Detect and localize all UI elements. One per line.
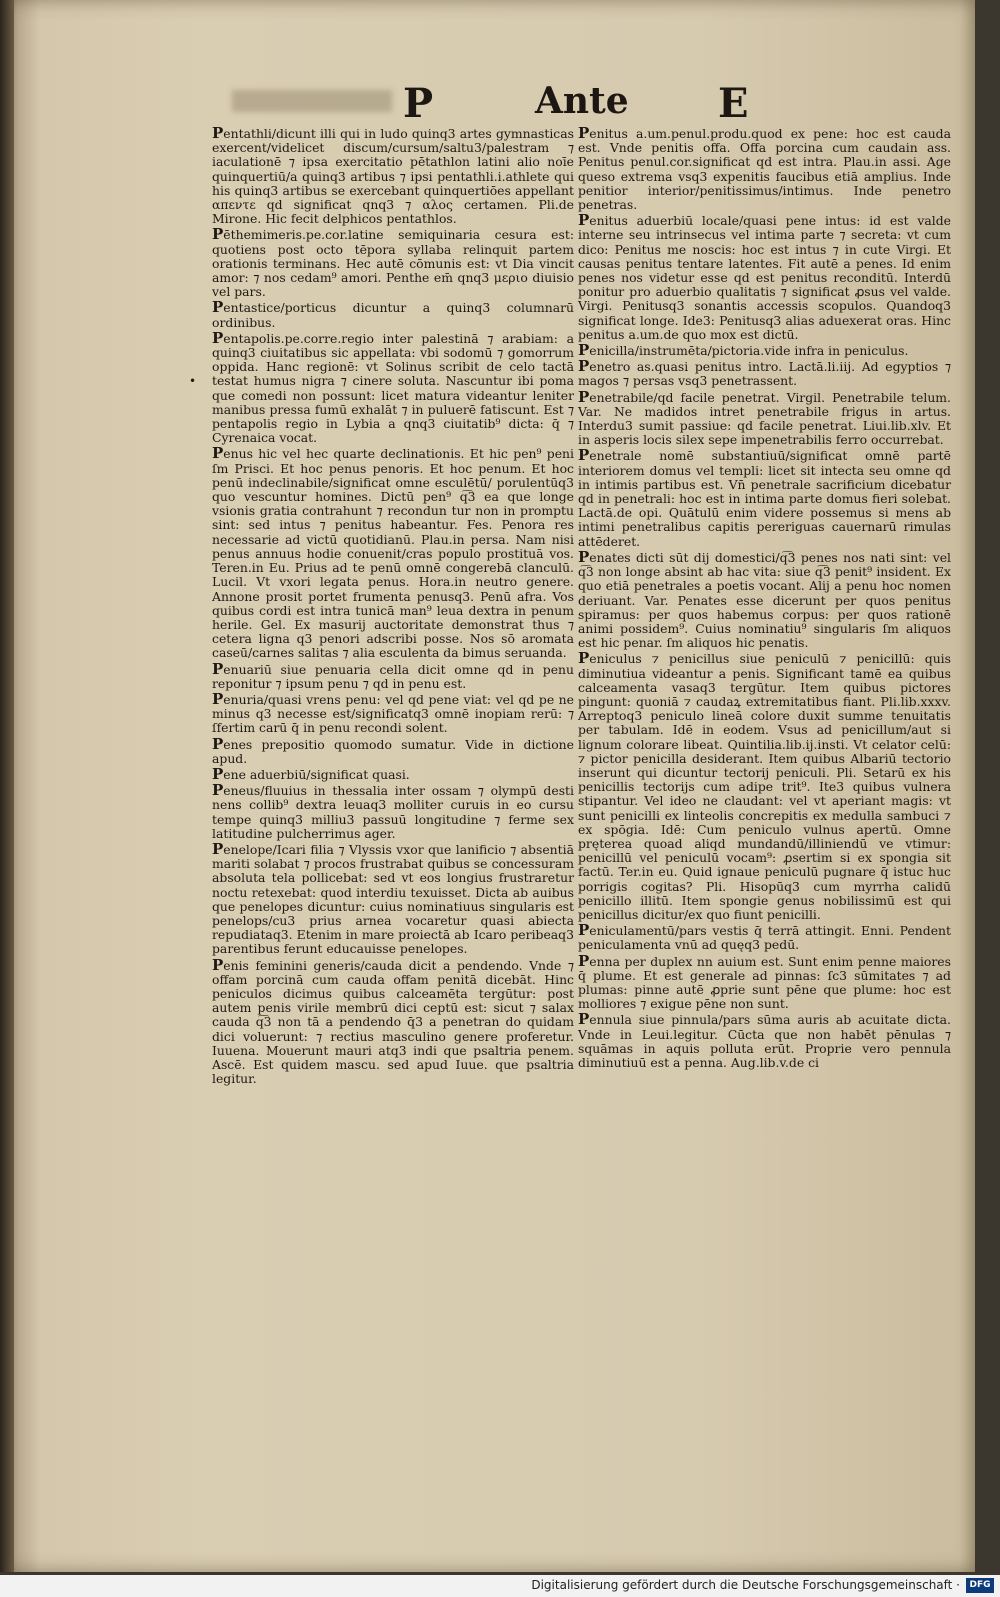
header-mid-word: Ante [535,80,629,122]
dictionary-entry: Pēthemimeris.pe.cor.latine semiquinaria cesura est: quotiens post octo tēpora syllaba relinquit partem orationis terminans. Hec autē cōmunis est: vt Dia vincit amor: ⁊ nos cedam⁹ amori. Penthe em̄ qnq3 μεριο diuisio vel pars. [212,225,574,300]
faded-header-text [232,90,392,112]
dictionary-entry: Penelope/Icari filia ⁊ Vlyssis vxor que lanificio ⁊ absentiā mariti solabat ⁊ procos frustrabat quibus se concessuram absoluta tela pollicebat: sed vt eos longius frustraretur noctu retexebat: quod interdiu texuisset. Dicta ab auibus que penelopes dicuntur: cuius nominatiuus singularis est penelops/cu3 prius arnea vocaretur quasi abiecta repudiataq3. Etenim in mare proiectā ab Icaro peribeaq3 parentibus ferunt educauisse penelopes. [212,839,574,957]
dfg-logo-icon: DFG [966,1578,994,1593]
left-column [212,126,574,1087]
book-spine [0,0,14,1572]
dictionary-entry: Pentastice/porticus dicuntur a quinq3 columnarū ordinibus. [212,298,574,330]
dictionary-entry: Penetrabile/qd facile penetrat. Virgil. Penetrabile telum. Var. Ne madidos intret penetrabile frigus in artus. Interdu3 sumit passiue: qd facile penetrat. Liui.lib.xlv. Et in asperis locis silex sepe impenetrabilis ferro occurrebat. [578,387,951,448]
dictionary-entry: Penitus aduerbiū locale/quasi pene intus: id est valde interne seu intrinsecus vel intima parte ⁊ secreta: vt cum dico: Penitus me noscis: hoc est intus ⁊ in cute Virgi. Et causas penitus tentare latentes. Fit autē a penes. Id enim penes nos videtur esse qd est penitus reconditū. Interdū ponitur pro aduerbio qualitatis ⁊ significat ꝓsus vel valde. Virgi. Penitusq3 sonantis accessis scopulos. Quandoq3 significat longe. Ide3: Penitusq3 alias aduexerat oras. Hinc penitus a.um.de quo mox est dictū. [578,211,951,342]
digitization-footer [0,1575,1000,1597]
dictionary-entry: Penates dicti sūt dij domestici/q͡3 penes nos nati sint: vel q͡3 non longe absint ab hac vita: siue q͡3 penit⁹ insident. Ex quo etiā penetrales a poetis vocant. Alij a penu hoc nomen deriuant. Var. Penates esse dicerunt per quos penitus spiramus: per quos habemus corpus: per quos rationē animi possidem⁹. Cuius nominatiu⁹ singularis ſm aliquos est hic penar. ſm aliquos hic penatis. [578,547,951,651]
dictionary-entry: Penuria/quasi vrens penu: vel qd pene viat: vel qd pe ne minus q3 necesse est/significatq3 omnē inopiam rerū: ⁊ ſfertim carū q̄ in penu recondi solent. [212,689,574,736]
dictionary-entry: Penetrale nomē substantiuū/significat omnē partē interiorem domus vel templi: licet sit intecta seu omne qd in intimis partibus est. Vn̄ penetrale sacrificium dicebatur qd in penetrali: hoc est in intima parte domus fieri solebat. Lactā.de opi. Quātulū enim videre possemus si mens ab intimi penetralibus capitis pereriguas cauernarū rimulas attēderet. [578,446,951,549]
dictionary-entry: Pentapolis.pe.corre.regio inter palestinā ⁊ arabiam: a quinq3 ciuitatibus sic appellata: vbi sodomū ⁊ gomorrum oppida. Hanc regionē: vt Solinus scribit de celo tactā testat humus nigra ⁊ cinere soluta. Nascuntur ibi poma que comedi non possunt: licet matura videantur leniter manibus pressa fumū exhalāt ⁊ in puluerē fatiscunt. Est ⁊ pentapolis regio in Lybia a qnq3 ciuitatib⁹ dicta: q̄ ⁊ Cyrenaica vocat. [212,328,574,446]
dictionary-entry: Pennula siue pinnula/pars sūma auris ab acuitate dicta. Vnde in Leui.legitur. Cūcta que non habēt pēnulas ⁊ squāmas in aquis polluta erūt. Proprie vero pennula diminutiuū est a penna. Aug.lib.v.de ci [578,1010,951,1070]
dictionary-entry: Peneus/fluuius in thessalia inter ossam ⁊ olympū desti nens collib⁹ dextra leuaq3 molliter curuis in eo cursu tempe quinq3 milliu3 passuū longitudine ⁊ ferme sex latitudine pulcherrimus ager. [212,781,574,841]
dictionary-entry: Peniculamentū/pars vestis q̄ terrā attingit. Enni. Pendent peniculamenta vnū ad quęq3 pedū. [578,921,951,953]
right-column [578,126,951,1071]
dictionary-entry: Penicilla/instrumēta/pictoria.vide infra in peniculus. [578,341,909,360]
dictionary-entry: Penes prepositio quomodo sumatur. Vide in dictione apud. [212,734,574,766]
dictionary-entry: Penuariū siue penuaria cella dicit omne qd in penu reponitur ⁊ ipsum penu ⁊ qd in penu est. [212,659,574,691]
dictionary-entry: Penetro as.quasi penitus intro. Lactā.li.iij. Ad egyptios ⁊ magos ⁊ persas vsq3 penetrassent. [578,357,951,389]
dictionary-entry: Peniculus ⁊ penicillus siue peniculū ⁊ penicillū: quis diminutiua videantur a penis. Significant tamē ea quibus calceamenta vasaq3 tergūtur. Item quibus pictores pingunt: quoniā ⁊ caudaꝝ extremitatibus fiant. Pli.lib.xxxv. Arreptoq3 peniculo lineā colore duxit summe tenuitatis per tabulam. Idē in eodem. Vsus ad penicillum/aut si lignum colorare libeat. Quintilia.lib.ij.insti. Vt celator celū: ⁊ pictor penicilla desiderant. Item quibus Albariū tectorio inserunt qui dicuntur tectorij peniculi. Pli. Setarū ex his penicillis tectorijs cum adipe trit⁹. Ite3 quibus vulnera stipantur. Vel ideo ne claudant: vel vt aperiant magis: vt sunt penicilli ex linteolis concrepitis ex medulla sambuci ⁊ ex spōgia. Idē: Cum peniculo vulnus apertū. Omne pręterea quoad aliqd mundandū/illiniendū ve vtimur: penicillū vel peniculū vocam⁹: ꝓsertim si ex spongia sit factū. Ter.in eu. Quid ignaue peniculū pugnare q̄ istuc huc porrigis cogitas? Pli. Hisopūq3 cum myrrha calidū penicillo illitū. Item spongie genus nobilissimū est qui penicillus dicitur/ex quo fiunt penicilli. [578,649,951,922]
dictionary-entry: Penus hic vel hec quarte declinationis. Et hic pen⁹ peni ſm Prisci. Et hoc penus penoris. Et hoc penum. Et hoc penū indeclinabile/significat omne esculētū/ porulentūq3 quo vescuntur homines. Dictū pen⁹ q͡3 ea que longe vsionis gratia contrahunt ⁊ recondun tur non in promptu sint: sed intus ⁊ penitus habeantur. Fes. Penora res necessarie ad victū quotidianū. Plau.in persa. Nam nisi penus annuus hodie conuenit/cras populo prostituā vos. Teren.in Eu. Prius ad te penū omnē congerebā clanculū. Lucil. Vt vxori legata penus. Hora.in neutro genere. Annone prosit portet frumenta penusq3. Penū afra. Vos quibus cordi est intra tunicā man⁹ leua dextra in penum herile. Gel. Ex masurij auctoritate demonstrat thus ⁊ cetera ligna q3 penori adscribi posse. Nos sō aromata caseū/carnes salitas ⁊ alia esculenta da bimus seruanda. [212,444,574,661]
header-right-letter: E [718,80,749,127]
funding-credit: Digitalisierung gefördert durch die Deutsche Forschungsgemeinschaft · [531,1578,960,1592]
dictionary-entry: Penna per duplex nn auium est. Sunt enim penne maiores q̄ plume. Et est generale ad pinnas: ſc3 sūmitates ⁊ ad plumas: pinne autē ꝓprie sunt pēne que plume: hoc est molliores ⁊ exigue pēne non sunt. [578,951,951,1012]
running-header [0,80,975,130]
dictionary-entry: Pentathli/dicunt illi qui in ludo quinq3 artes gymnasticas exercent/videlicet discum/cursum/saltu3/palestram ⁊ iaculationē ⁊ ipsa exercitatio pētathlon latini alio noīe quinquertiū/a quinq3 artibus ⁊ ipsi pentathli.i.athlete qui his quinq3 artibus se exercebant quinquertiōes appellant απεντε qd significat qnq3 ⁊ αλος certamen. Pli.de Mirone. Hic fecit delphicos pentathlos. [212,124,574,227]
margin-marker: • [189,374,197,388]
dictionary-entry: Penis feminini generis/cauda dicit a pendendo. Vnde ⁊ offam porcinā cum cauda offam penitā dicebāt. Hinc peniculos dicimus quibus calceamēta tergūtur: post autem penis virile membrū dici ceptū est: sicut ⁊ salax cauda q͡3 non tā a pendendo q̄3 a penetran do quidam dici voluerunt: ⁊ rectius masculino genere proferetur. Iuuena. Mouerunt mauri atq3 indi que psaltria penem. Ascē. Est quidem mascu. sed apud Iuue. que psaltria legitur. [212,955,574,1087]
dictionary-entry: Pene aduerbiū/significat quasi. [212,764,410,783]
header-left-letter: P [403,80,434,127]
dictionary-entry: Penitus a.um.penul.produ.quod ex pene: hoc est cauda est. Vnde penitis offa. Offa porcina cum caudain ass. Penitus penul.cor.significat qd est intra. Plau.in assi. Age queso extrema vsq3 expenitis faucibus etiā amplius. Inde penitior interior/penitissimus/intimus. Inde penetro penetras. [578,124,951,213]
